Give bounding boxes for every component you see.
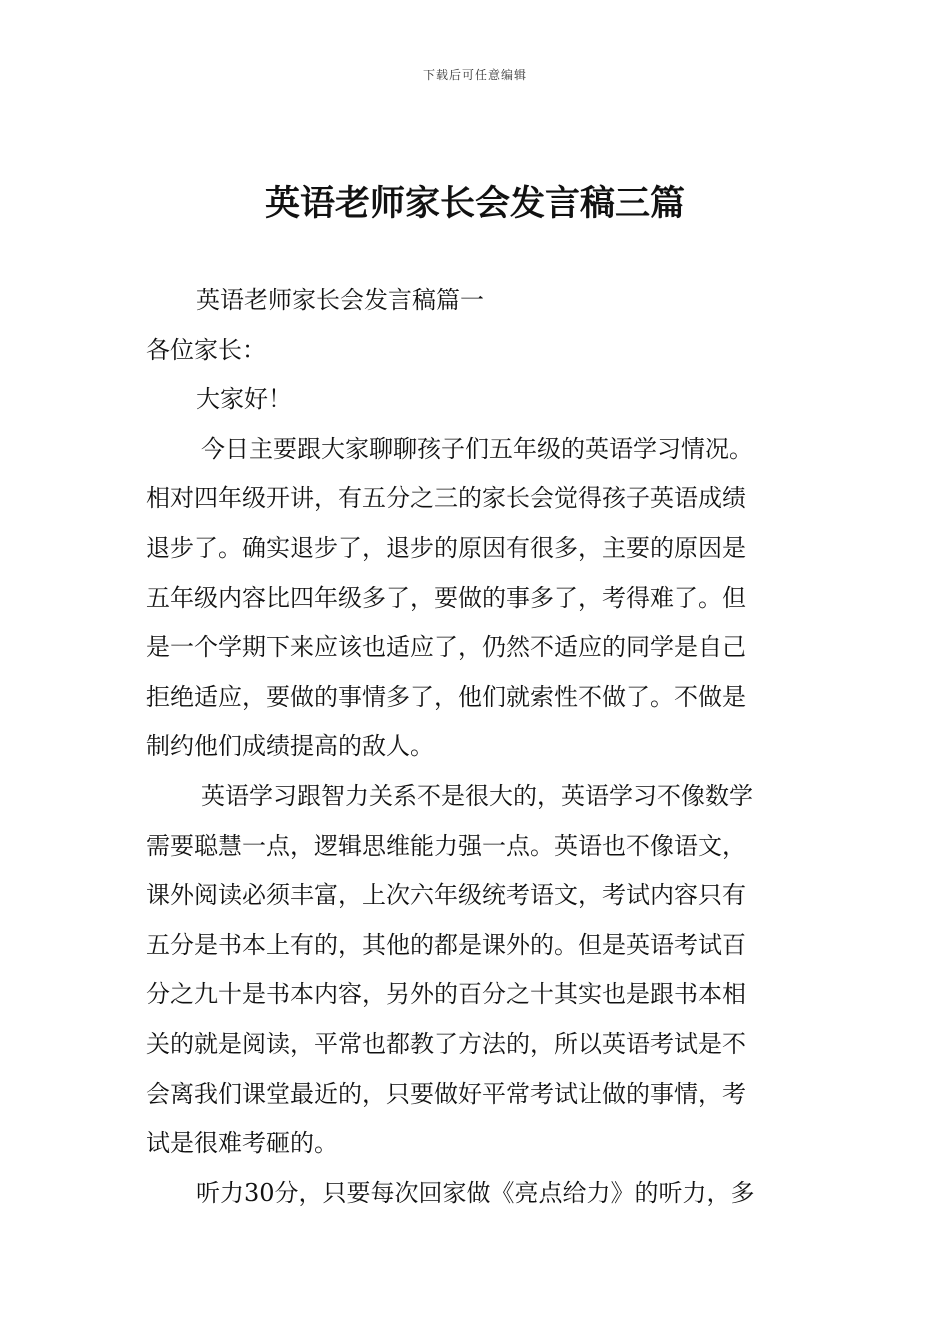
paragraph-line: 试是很难考砸的。 <box>146 1129 338 1158</box>
document-title: 英语老师家长会发言稿三篇 <box>264 184 685 224</box>
greeting: 大家好！ <box>196 385 292 414</box>
paragraph-line: 分之九十是书本内容，另外的百分之十其实也是跟书本相 <box>146 980 746 1009</box>
paragraph-line: 相对四年级开讲，有五分之三的家长会觉得孩子英语成绩 <box>146 484 746 513</box>
paragraph-line: 拒绝适应，要做的事情多了，他们就索性不做了。不做是 <box>146 682 746 711</box>
paragraph-line: 退步了。确实退步了，退步的原因有很多，主要的原因是 <box>146 533 746 562</box>
salutation: 各位家长： <box>146 335 266 364</box>
paragraph-line: 五分是书本上有的，其他的都是课外的。但是英语考试百 <box>146 930 746 959</box>
paragraph-line: 是一个学期下来应该也适应了，仍然不适应的同学是自己 <box>146 633 746 662</box>
paragraph-line: 课外阅读必须丰富，上次六年级统考语文，考试内容只有 <box>146 881 746 910</box>
section-heading: 英语老师家长会发言稿篇一 <box>196 286 484 314</box>
paragraph-line: 今日主要跟大家聊聊孩子们五年级的英语学习情况。 <box>201 434 753 463</box>
paragraph-line: 五年级内容比四年级多了，要做的事多了，考得难了。但 <box>146 583 746 612</box>
paragraph-line: 需要聪慧一点，逻辑思维能力强一点。英语也不像语文， <box>146 831 746 860</box>
document-body <box>146 276 806 1218</box>
paragraph-line: 听力30分，只要每次回家做《亮点给力》的听力，多 <box>196 1178 755 1207</box>
paragraph-line: 会离我们课堂最近的，只要做好平常考试让做的事情，考 <box>146 1079 746 1108</box>
paragraph-line: 关的就是阅读，平常也都教了方法的，所以英语考试是不 <box>146 1029 746 1058</box>
page-header-note: 下载后可任意编辑 <box>422 68 527 82</box>
paragraph-line: 英语学习跟智力关系不是很大的，英语学习不像数学 <box>201 781 753 810</box>
paragraph-line: 制约他们成绩提高的敌人。 <box>146 732 434 761</box>
